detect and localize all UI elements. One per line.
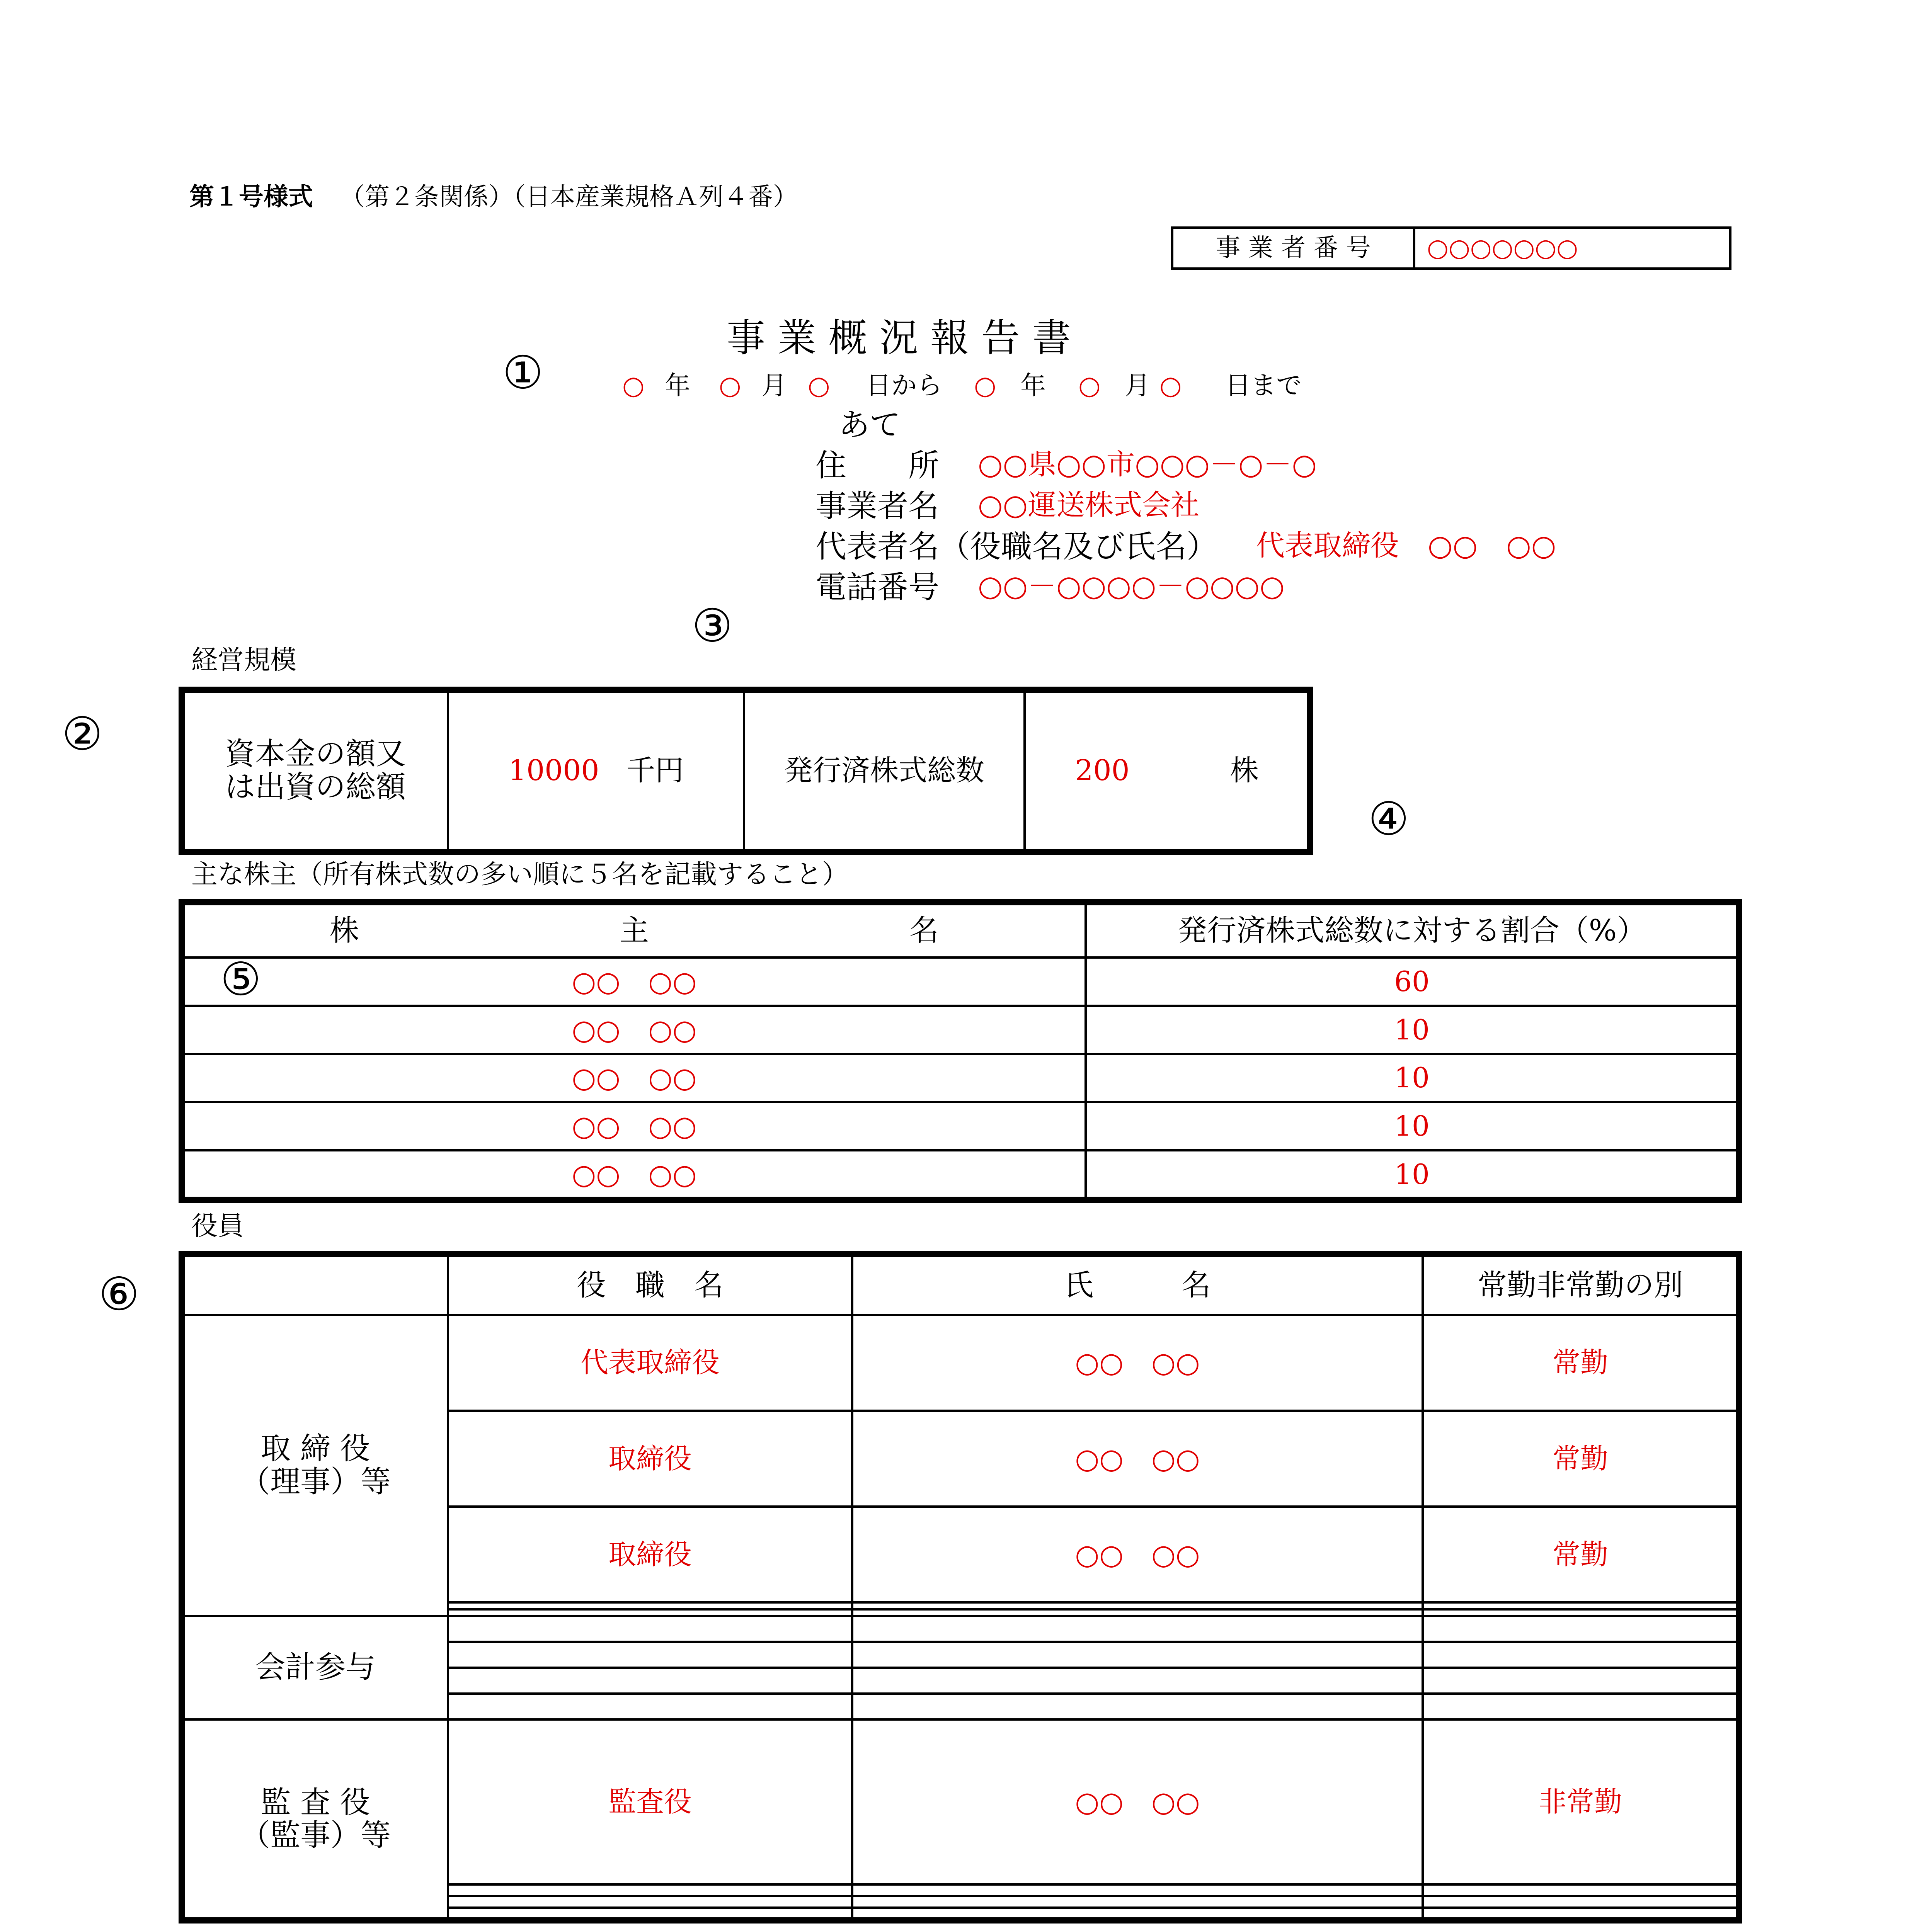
auditors-label-line1: 監 査 役 (260, 1785, 370, 1820)
empty-cell[interactable] (448, 1896, 852, 1908)
shareholder-name-header (183, 903, 1086, 957)
empty-cell[interactable] (1423, 1668, 1738, 1694)
shares-label: 発行済株式総数 (744, 691, 1025, 851)
officers-corner-cell (183, 1255, 448, 1315)
auditors-group-label (183, 1719, 448, 1919)
officer-title[interactable]: 監査役 (448, 1719, 852, 1884)
empty-cell[interactable] (448, 1602, 852, 1609)
phone-label: 電話番号 (815, 569, 939, 605)
form-number: 第１号様式 (189, 182, 313, 211)
empty-cell[interactable] (1423, 1609, 1738, 1616)
empty-cell[interactable] (1423, 1908, 1738, 1919)
empty-cell[interactable] (448, 1642, 852, 1668)
officer-name-header: 氏 名 (852, 1255, 1423, 1315)
empty-cell[interactable] (448, 1908, 852, 1919)
officer-title[interactable]: 代表取締役 (448, 1315, 852, 1411)
empty-cell[interactable] (852, 1609, 1423, 1616)
form-relation: （第２条関係）（日本産業規格Ａ列４番） (340, 183, 798, 211)
marker-2: ② (62, 707, 103, 760)
empty-cell[interactable] (1423, 1694, 1738, 1719)
directors-group-label (183, 1315, 448, 1616)
capital-table (182, 690, 1310, 852)
empty-cell[interactable] (852, 1668, 1423, 1694)
officer-name[interactable]: ○○ ○○ (852, 1719, 1423, 1884)
empty-cell[interactable] (852, 1896, 1423, 1908)
period-month-label-2: 月 (1125, 371, 1150, 400)
representative-label: 代表者名（役職名及び氏名） (815, 529, 1217, 565)
empty-cell[interactable] (1423, 1884, 1738, 1896)
officer-title[interactable]: 取締役 (448, 1411, 852, 1507)
empty-cell[interactable] (448, 1694, 852, 1719)
period-month-label: 月 (761, 371, 787, 400)
empty-cell[interactable] (448, 1884, 852, 1896)
marker-5: ⑤ (220, 952, 261, 1006)
representative-value[interactable]: 代表取締役 ○○ ○○ (1256, 529, 1556, 562)
officer-title[interactable]: 取締役 (448, 1507, 852, 1602)
shareholder-ratio-header: 発行済株式総数に対する割合（%） (1086, 903, 1738, 957)
address-value[interactable]: ○○県○○市○○○－○－○ (978, 448, 1317, 481)
period-year-label-2: 年 (1020, 371, 1046, 400)
officer-name[interactable]: ○○ ○○ (852, 1411, 1423, 1507)
business-number-label: 事 業 者 番 号 (1172, 228, 1414, 269)
officer-type[interactable]: 常勤 (1423, 1507, 1738, 1602)
empty-cell[interactable] (448, 1668, 852, 1694)
empty-cell[interactable] (852, 1884, 1423, 1896)
officer-name[interactable]: ○○ ○○ (852, 1507, 1423, 1602)
shareholder-ratio[interactable]: 10 (1086, 1102, 1738, 1150)
shareholder-name[interactable]: ○○ ○○ (183, 1150, 1086, 1199)
period-year-label: 年 (665, 371, 690, 400)
auditors-label-line2: （監事）等 (240, 1818, 391, 1853)
marker-6: ⑥ (99, 1267, 140, 1321)
marker-3: ③ (692, 599, 733, 652)
capital-value-cell (448, 691, 744, 851)
empty-cell[interactable] (1423, 1602, 1738, 1609)
shareholder-ratio[interactable]: 60 (1086, 957, 1738, 1006)
shares-unit: 株 (1230, 754, 1259, 787)
period-end-day[interactable]: ○ (1159, 371, 1182, 400)
marker-1: ① (502, 346, 543, 399)
capital-unit: 千円 (626, 754, 684, 787)
period-end-year[interactable]: ○ (974, 371, 996, 400)
officer-title-header: 役 職 名 (448, 1255, 852, 1315)
empty-cell[interactable] (448, 1616, 852, 1642)
shareholder-ratio[interactable]: 10 (1086, 1054, 1738, 1102)
empty-cell[interactable] (448, 1609, 852, 1616)
phone-value[interactable]: ○○－○○○○－○○○○ (978, 570, 1285, 603)
officer-type[interactable]: 常勤 (1423, 1315, 1738, 1411)
shareholder-name[interactable]: ○○ ○○ (183, 1054, 1086, 1102)
shareholder-header-char2: 主 (620, 913, 649, 948)
shareholder-name[interactable]: ○○ ○○ (183, 1006, 1086, 1054)
shareholder-ratio[interactable]: 10 (1086, 1150, 1738, 1199)
capital-value[interactable]: 10000 (508, 754, 599, 787)
business-name-value[interactable]: ○○運送株式会社 (978, 488, 1200, 522)
business-number-box (1171, 226, 1731, 270)
directors-label-line2: （理事）等 (240, 1464, 391, 1499)
officer-type[interactable]: 常勤 (1423, 1411, 1738, 1507)
addressee-label: あて (839, 407, 901, 443)
shareholder-name[interactable]: ○○ ○○ (183, 957, 1086, 1006)
shareholder-header-char3: 名 (909, 913, 939, 948)
period-start-year[interactable]: ○ (622, 371, 645, 400)
empty-cell[interactable] (1423, 1896, 1738, 1908)
address-label: 住 所 (815, 447, 939, 483)
directors-label-line1: 取 締 役 (260, 1431, 370, 1466)
empty-cell[interactable] (852, 1642, 1423, 1668)
officer-type-header: 常勤非常勤の別 (1423, 1255, 1738, 1315)
shareholders-table (182, 902, 1739, 1200)
empty-cell[interactable] (1423, 1616, 1738, 1642)
shares-value-cell (1025, 691, 1309, 851)
shareholder-ratio[interactable]: 10 (1086, 1006, 1738, 1054)
capital-label-cell (183, 691, 448, 851)
period-end-month[interactable]: ○ (1078, 371, 1101, 400)
period-start-month[interactable]: ○ (719, 371, 741, 400)
empty-cell[interactable] (1423, 1642, 1738, 1668)
business-name-label: 事業者名 (815, 488, 939, 524)
officers-table (182, 1254, 1739, 1920)
shareholder-name[interactable]: ○○ ○○ (183, 1102, 1086, 1150)
accounting-advisor-label: 会計参与 (183, 1616, 448, 1719)
shares-value[interactable]: 200 (1075, 754, 1130, 787)
capital-label-line1: 資本金の額又 (225, 736, 406, 772)
officer-type[interactable]: 非常勤 (1423, 1719, 1738, 1884)
empty-cell[interactable] (852, 1694, 1423, 1719)
period-from-label: 日から (866, 371, 942, 400)
period-start-day[interactable]: ○ (808, 371, 830, 400)
capital-label-line2: は出資の総額 (225, 770, 406, 804)
empty-cell[interactable] (852, 1908, 1423, 1919)
capital-section-heading: 経営規模 (191, 645, 297, 675)
empty-cell[interactable] (852, 1616, 1423, 1642)
officer-name[interactable]: ○○ ○○ (852, 1315, 1423, 1411)
shareholder-header-char1: 株 (330, 913, 359, 948)
marker-4: ④ (1368, 792, 1409, 845)
officers-section-heading: 役員 (191, 1211, 244, 1242)
shareholders-section-heading: 主な株主（所有株式数の多い順に５名を記載すること） (191, 859, 849, 890)
business-number-value[interactable]: ○○○○○○○ (1414, 228, 1730, 269)
document-title: 事 業 概 況 報 告 書 (727, 315, 1071, 361)
empty-cell[interactable] (852, 1602, 1423, 1609)
period-to-label: 日まで (1225, 371, 1302, 400)
